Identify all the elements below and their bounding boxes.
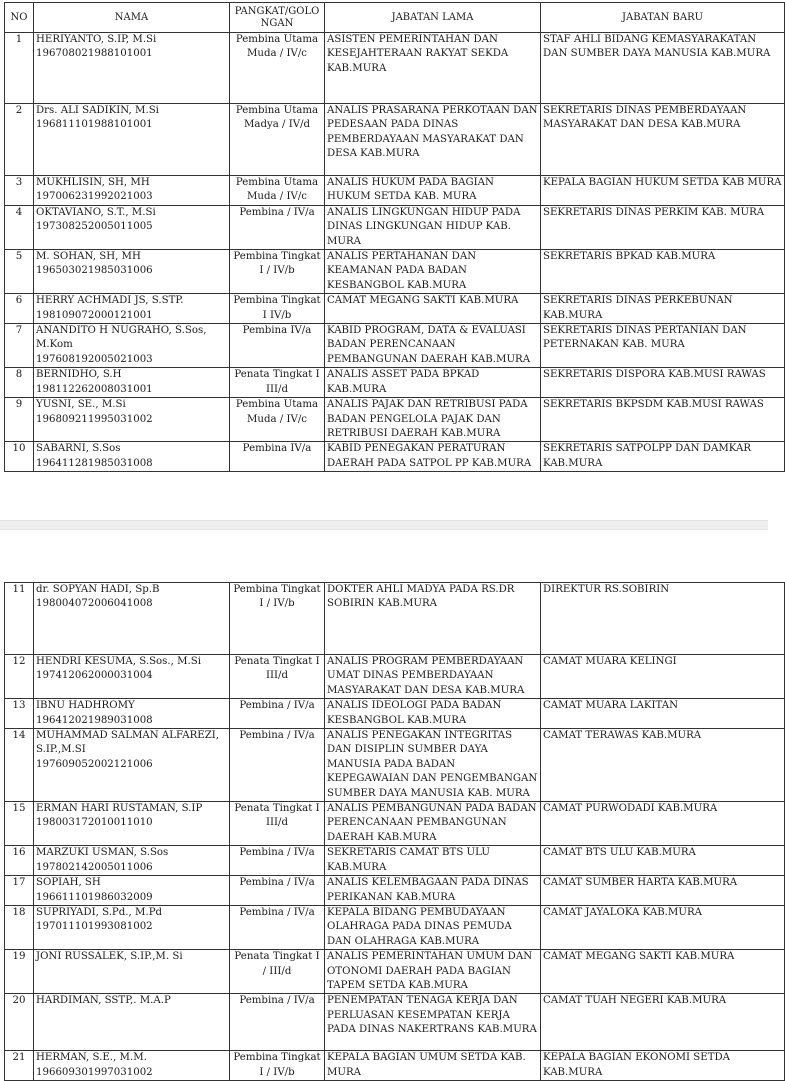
old-position-cell: ANALIS PROGRAM PEMBERDAYAAN UMAT DINAS PEMBERDAYAAN MASYARAKAT DAN DESA KAB.MURA (325, 655, 541, 699)
row-number: 10 (5, 442, 34, 472)
official-nip: 196609301997031002 (36, 1066, 153, 1078)
old-position-cell: ANALIS PEMBANGUNAN PADA BADAN PERENCANAAN PEMBANGUNAN DAERAH KAB.MURA (325, 802, 541, 846)
official-cell (34, 846, 230, 876)
header-no: NO (5, 3, 34, 33)
official-name: YUSNI, SE., M.Si (36, 399, 126, 411)
header-old-position: JABATAN LAMA (325, 3, 541, 33)
official-cell (34, 699, 230, 729)
official-nip: 198109072000121001 (36, 309, 153, 321)
old-position-cell: PENEMPATAN TENAGA KERJA DAN PERLUASAN KESEMPATAN KERJA PADA DINAS NAKERTRANS KAB.MURA (325, 994, 541, 1051)
new-position-cell: SEKRETARIS DINAS PERKEBUNAN KAB.MURA (541, 294, 785, 324)
old-position-cell: DOKTER AHLI MADYA PADA RS.DR SOBIRIN KAB.MURA (325, 583, 541, 655)
official-cell (34, 950, 230, 994)
table-row (5, 104, 785, 176)
official-name: HERMAN, S.E., M.M. (36, 1052, 147, 1064)
table-row (5, 876, 785, 906)
new-position-cell: CAMAT MUARA LAKITAN (541, 699, 785, 729)
new-position-cell: CAMAT JAYALOKA KAB.MURA (541, 905, 785, 949)
old-position-cell: ANALIS PERTAHANAN DAN KEAMANAN PADA BADAN KESBANGBOL KAB.MURA (325, 250, 541, 294)
old-position-cell: KEPALA BAGIAN UMUM SETDA KAB. MURA (325, 1051, 541, 1081)
rank-cell: Pembina / IV/a (230, 846, 325, 876)
table-row (5, 583, 785, 655)
new-position-cell: SEKRETARIS BKPSDM KAB.MUSI RAWAS (541, 398, 785, 442)
official-cell (34, 802, 230, 846)
official-cell (34, 994, 230, 1051)
header-rank: PANGKAT/GOLONGAN (230, 3, 325, 33)
rank-cell: Pembina / IV/a (230, 729, 325, 802)
official-name: MUKHLISIN, SH, MH (36, 177, 150, 188)
official-cell (34, 398, 230, 442)
row-number: 2 (5, 104, 34, 176)
rank-cell: Penata Tingkat I III/d (230, 655, 325, 699)
officials-table-page-1 (4, 2, 785, 472)
official-cell (34, 33, 230, 104)
official-name: HARDIMAN, SSTP,. M.A.P (36, 995, 171, 1007)
new-position-cell: CAMAT PURWODADI KAB.MURA (541, 802, 785, 846)
old-position-cell: ANALIS PEMERINTAHAN UMUM DAN OTONOMI DAERAH PADA BAGIAN TAPEM SETDA KAB.MURA (325, 950, 541, 994)
table-row (5, 250, 785, 294)
new-position-cell: SEKRETARIS DISPORA KAB.MUSI RAWAS (541, 368, 785, 398)
table-body-page-2 (5, 583, 785, 1081)
new-position-cell: SEKRETARIS BPKAD KAB.MURA (541, 250, 785, 294)
old-position-cell: ANALIS IDEOLOGI PADA BADAN KESBANGBOL KAB.MURA (325, 699, 541, 729)
official-nip: 197011101993081002 (36, 921, 153, 933)
official-nip: 197412062000031004 (36, 670, 153, 682)
official-name: HERRY ACHMADI JS, S.STP. (36, 295, 184, 307)
official-name: HENDRI KESUMA, S.Sos., M.Si (36, 656, 202, 667)
row-number: 5 (5, 250, 34, 294)
table-row (5, 729, 785, 802)
official-nip: 196411281985031008 (36, 457, 153, 469)
official-nip: 196503021985031006 (36, 265, 153, 277)
rank-cell: Pembina Utama Madya / IV/d (230, 104, 325, 176)
new-position-cell: SEKRETARIS DINAS PERKIM KAB. MURA (541, 205, 785, 249)
table-row (5, 176, 785, 206)
official-cell (34, 655, 230, 699)
official-cell (34, 250, 230, 294)
old-position-cell: CAMAT MEGANG SAKTI KAB.MURA (325, 294, 541, 324)
row-number: 17 (5, 876, 34, 906)
official-nip: 198004072006041008 (36, 598, 153, 610)
official-cell (34, 368, 230, 398)
official-nip: 196811101988101001 (36, 119, 153, 131)
old-position-cell: ANALIS HUKUM PADA BAGIAN HUKUM SETDA KAB. MURA (325, 176, 541, 206)
new-position-cell: DIREKTUR RS.SOBIRIN (541, 583, 785, 655)
header-new-position: JABATAN BARU (541, 3, 785, 33)
official-name: dr. SOPYAN HADI, Sp.B (36, 584, 160, 595)
new-position-cell: CAMAT TERAWAS KAB.MURA (541, 729, 785, 802)
row-number: 6 (5, 294, 34, 324)
official-nip: 197308252005011005 (36, 221, 153, 233)
row-number: 13 (5, 699, 34, 729)
official-cell (34, 324, 230, 368)
row-number: 15 (5, 802, 34, 846)
rank-cell: Pembina / IV/a (230, 205, 325, 249)
rank-cell: Pembina / IV/a (230, 905, 325, 949)
row-number: 14 (5, 729, 34, 802)
row-number: 8 (5, 368, 34, 398)
new-position-cell: SEKRETARIS DINAS PEMBERDAYAAN MASYARAKAT DAN DESA KAB.MURA (541, 104, 785, 176)
new-position-cell: SEKRETARIS DINAS PERTANIAN DAN PETERNAKAN KAB. MURA (541, 324, 785, 368)
table-row (5, 802, 785, 846)
official-nip: 196611101986032009 (36, 891, 153, 903)
old-position-cell: ANALIS PENEGAKAN INTEGRITAS DAN DISIPLIN SUMBER DAYA MANUSIA PADA BADAN KEPEGAWAIAN DAN PENGEMBANGAN SUMBER DAYA MANUSIA KAB. MURA (325, 729, 541, 802)
old-position-cell: KABID PENEGAKAN PERATURAN DAERAH PADA SATPOL PP KAB.MURA (325, 442, 541, 472)
official-nip: 196708021988101001 (36, 48, 153, 60)
rank-cell: Pembina Tingkat I IV/b (230, 294, 325, 324)
table-row (5, 324, 785, 368)
row-number: 1 (5, 33, 34, 104)
row-number: 21 (5, 1051, 34, 1081)
old-position-cell: ANALIS PAJAK DAN RETRIBUSI PADA BADAN PENGELOLA PAJAK DAN RETRIBUSI DAERAH KAB.MURA (325, 398, 541, 442)
header-name: NAMA (34, 3, 230, 33)
official-cell (34, 205, 230, 249)
official-name: IBNU HADHROMY (36, 700, 135, 712)
table-row (5, 994, 785, 1051)
rank-cell: Pembina / IV/a (230, 994, 325, 1051)
old-position-cell: KABID PROGRAM, DATA & EVALUASI BADAN PERENCANAAN PEMBANGUNAN DAERAH KAB.MURA (325, 324, 541, 368)
row-number: 11 (5, 583, 34, 655)
row-number: 16 (5, 846, 34, 876)
official-nip: 196412021989031008 (36, 714, 153, 726)
official-cell (34, 294, 230, 324)
rank-cell: Pembina Tingkat I / IV/b (230, 1051, 325, 1081)
row-number: 18 (5, 905, 34, 949)
row-number: 12 (5, 655, 34, 699)
rank-cell: Penata Tingkat I III/d (230, 802, 325, 846)
official-name: MARZUKI USMAN, S.Sos (36, 847, 169, 859)
official-name: SOPIAH, SH (36, 877, 101, 889)
old-position-cell: ASISTEN PEMERINTAHAN DAN KESEJAHTERAAN RAKYAT SEKDA KAB.MURA (325, 33, 541, 104)
official-name: ANANDITO H NUGRAHO, S.Sos, M.Kom (36, 325, 207, 351)
table-row (5, 846, 785, 876)
official-name: MUHAMMAD SALMAN ALFAREZI, S.IP.,M.SI (36, 730, 220, 756)
rank-cell: Pembina Utama Muda / IV/c (230, 176, 325, 206)
official-name: SUPRIYADI, S.Pd., M.Pd (36, 906, 163, 918)
old-position-cell: ANALIS KELEMBAGAAN PADA DINAS PERIKANAN KAB.MURA (325, 876, 541, 906)
old-position-cell: ANALIS ASSET PADA BPKAD KAB.MURA (325, 368, 541, 398)
official-cell (34, 876, 230, 906)
officials-table-page-2 (4, 582, 785, 1081)
row-number: 4 (5, 205, 34, 249)
new-position-cell: CAMAT SUMBER HARTA KAB.MURA (541, 876, 785, 906)
new-position-cell: CAMAT TUAH NEGERI KAB.MURA (541, 994, 785, 1051)
official-nip: 197608192005021003 (36, 353, 153, 365)
official-name: Drs. ALI SADIKIN, M.Si (36, 105, 159, 116)
table-row (5, 442, 785, 472)
document-page-1 (4, 2, 784, 472)
official-nip: 196809211995031002 (36, 413, 153, 425)
row-number: 20 (5, 994, 34, 1051)
table-row (5, 368, 785, 398)
new-position-cell: CAMAT MUARA KELINGI (541, 655, 785, 699)
rank-cell: Pembina / IV/a (230, 876, 325, 906)
row-number: 19 (5, 950, 34, 994)
official-cell (34, 104, 230, 176)
new-position-cell: SEKRETARIS SATPOLPP DAN DAMKAR KAB.MURA (541, 442, 785, 472)
official-name: ERMAN HARI RUSTAMAN, S.IP (36, 803, 203, 815)
row-number: 3 (5, 176, 34, 206)
table-row (5, 205, 785, 249)
official-nip: 198003172010011010 (36, 817, 153, 829)
old-position-cell: KEPALA BIDANG PEMBUDAYAAN OLAHRAGA PADA DINAS PEMUDA DAN OLAHRAGA KAB.MURA (325, 905, 541, 949)
official-cell (34, 442, 230, 472)
table-row (5, 699, 785, 729)
official-name: M. SOHAN, SH, MH (36, 251, 141, 263)
row-number: 9 (5, 398, 34, 442)
new-position-cell: STAF AHLI BIDANG KEMASYARAKATAN DAN SUMBER DAYA MANUSIA KAB.MURA (541, 33, 785, 104)
official-cell (34, 1051, 230, 1081)
old-position-cell: SEKRETARIS CAMAT BTS ULU KAB.MURA (325, 846, 541, 876)
rank-cell: Pembina Tingkat I / IV/b (230, 583, 325, 655)
table-row (5, 950, 785, 994)
page-separator (0, 520, 768, 530)
official-cell (34, 905, 230, 949)
table-header-row (5, 3, 785, 33)
official-name: HERIYANTO, S.IP, M.Si (36, 34, 157, 45)
old-position-cell: ANALIS LINGKUNGAN HIDUP PADA DINAS LINGKUNGAN HIDUP KAB. MURA (325, 205, 541, 249)
rank-cell: Penata Tingkat I / III/d (230, 950, 325, 994)
official-nip: 198112262008031001 (36, 383, 153, 395)
rank-cell: Pembina IV/a (230, 324, 325, 368)
new-position-cell: CAMAT BTS ULU KAB.MURA (541, 846, 785, 876)
official-name: JONI RUSSALEK, S.IP.,M. Si (36, 951, 183, 963)
rank-cell: Pembina IV/a (230, 442, 325, 472)
official-cell (34, 583, 230, 655)
official-name: SABARNI, S.Sos (36, 443, 121, 455)
table-body-page-1 (5, 33, 785, 472)
old-position-cell: ANALIS PRASARANA PERKOTAAN DAN PEDESAAN PADA DINAS PEMBERDAYAAN MASYARAKAT DAN DESA KAB.MURA (325, 104, 541, 176)
official-nip: 197006231992021003 (36, 191, 153, 203)
table-row (5, 294, 785, 324)
rank-cell: Pembina Tingkat I / IV/b (230, 250, 325, 294)
official-nip: 197609052002121006 (36, 758, 153, 770)
row-number: 7 (5, 324, 34, 368)
new-position-cell: KEPALA BAGIAN HUKUM SETDA KAB MURA (541, 176, 785, 206)
rank-cell: Penata Tingkat I III/d (230, 368, 325, 398)
rank-cell: Pembina Utama Muda / IV/c (230, 398, 325, 442)
new-position-cell: CAMAT MEGANG SAKTI KAB.MURA (541, 950, 785, 994)
table-row (5, 398, 785, 442)
table-row (5, 33, 785, 104)
official-cell (34, 729, 230, 802)
new-position-cell: KEPALA BAGIAN EKONOMI SETDA KAB.MURA (541, 1051, 785, 1081)
table-row (5, 905, 785, 949)
rank-cell: Pembina Utama Muda / IV/c (230, 33, 325, 104)
official-name: OKTAVIANO, S.T., M.Si (36, 206, 156, 218)
official-nip: 197802142005011006 (36, 861, 153, 873)
official-name: BERNIDHO, S.H (36, 369, 122, 381)
table-row (5, 1051, 785, 1081)
rank-cell: Pembina / IV/a (230, 699, 325, 729)
table-row (5, 655, 785, 699)
document-page-2 (4, 582, 784, 1081)
official-cell (34, 176, 230, 206)
